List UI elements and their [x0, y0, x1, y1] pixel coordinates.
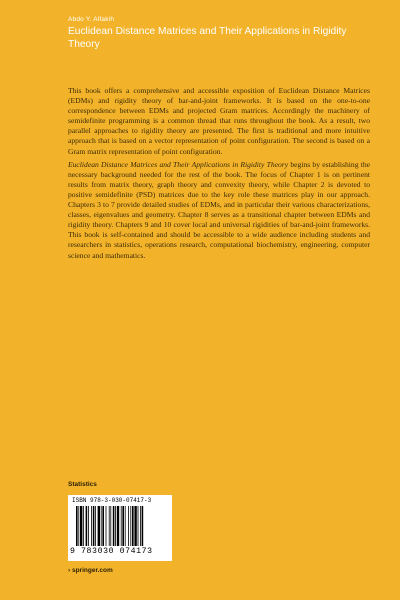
barcode-bar — [138, 506, 139, 546]
barcode-bar — [86, 506, 88, 546]
barcode-bar — [134, 506, 136, 546]
subject-label: Statistics — [68, 481, 97, 488]
isbn-label: ISBN 978-3-030-07417-3 — [72, 497, 152, 504]
barcode-bar — [128, 506, 129, 546]
barcode-bar — [80, 506, 82, 546]
barcode-bar — [115, 506, 116, 546]
barcode-digits: 9 783030 074173 — [70, 547, 153, 556]
barcode-bar — [98, 506, 100, 546]
barcode-bar — [110, 506, 111, 546]
blurb — [68, 86, 370, 264]
barcode-bar — [83, 506, 84, 546]
barcode-bar — [113, 506, 115, 546]
blurb-paragraph-1: This book offers a comprehensive and accessible exposition of Euclidean Distance Matrices (EDMs) and rigidity theory of bar-and-joint frameworks. It is based on the one-to-one correspondence between EDMs and projected Gram matrices. Accordingly the machinery of semidefinite programming is a common thread that runs throughout the book. As a result, two parallel approaches to rigidity theory are presented. The first is traditional and more intuitive approach that is based on a vector representation of point configuration. The second is based on a Gram matrix representation of point configuration. — [68, 86, 370, 156]
barcode-bar — [122, 506, 124, 546]
book-title: Euclidean Distance Matrices and Their Applications in Rigidity Theory — [68, 26, 347, 50]
barcode-bar — [101, 506, 102, 546]
blurb-paragraph-2 — [68, 160, 370, 261]
author-name: Abdo Y. Alfakih — [68, 16, 115, 23]
barcode-bar — [106, 506, 107, 546]
barcode-bar — [93, 506, 95, 546]
barcode-bar — [117, 506, 119, 546]
barcode-bar — [76, 506, 78, 546]
barcode-bar — [91, 506, 92, 546]
barcode-bars — [76, 506, 166, 546]
barcode — [68, 495, 172, 561]
blurb-paragraph-2-text: begins by establishing the necessary background needed for the rest of the book. The focus of Chapter 1 is on pertinent results from matrix theory, graph theory and convexity theory, while Chapter 2 is devoted to positive semidefinite (PSD) matrices due to the key role these matrices play in our approach. Chapters 3 to 7 provide detailed studies of EDMs, and in particular their various characterizations, classes, eigenvalues and geometry. Chapter 8 serves as a transitional chapter between EDMs and rigidity theory. Chapters 9 and 10 cover local and universal rigidities of bar-and-joint frameworks. This book is self-contained and should be accessible to a wide audience including students and researchers in statistics, operations research, computational biochemistry, engineering, computer science and mathematics. — [68, 159, 370, 260]
barcode-bar — [142, 506, 144, 546]
barcode-bar — [95, 506, 96, 546]
barcode-bar — [88, 506, 89, 546]
barcode-bar — [132, 506, 134, 546]
barcode-bar — [130, 506, 131, 546]
barcode-bar — [125, 506, 126, 546]
barcode-bar — [78, 506, 79, 546]
blurb-title-italic: Euclidean Distance Matrices and Their Applications in Rigidity Theory — [68, 159, 289, 169]
barcode-bar — [102, 506, 104, 546]
barcode-bar — [140, 506, 141, 546]
publisher-url: › springer.com — [68, 567, 113, 574]
barcode-bar — [109, 506, 110, 546]
barcode-bar — [121, 506, 122, 546]
